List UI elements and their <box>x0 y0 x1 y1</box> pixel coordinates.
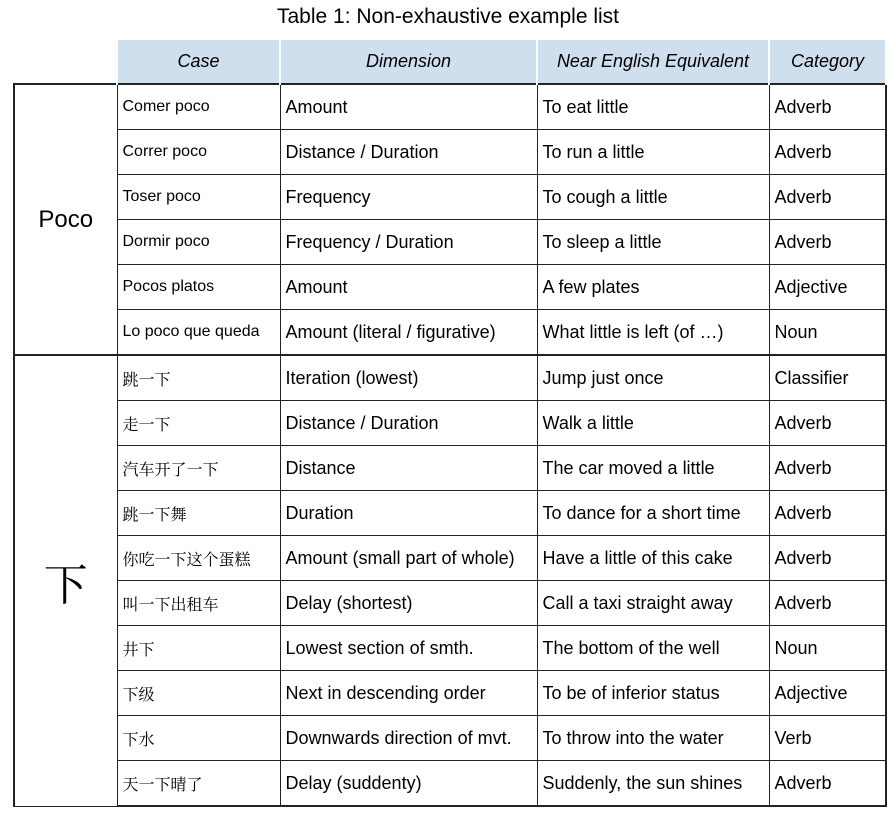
table-row <box>14 446 886 491</box>
english-cell: To cough a little <box>537 175 769 220</box>
category-cell: Adverb <box>769 536 886 581</box>
header-blank <box>14 40 117 84</box>
category-cell: Noun <box>769 310 886 356</box>
category-cell: Adjective <box>769 671 886 716</box>
case-cell: Lo poco que queda <box>117 310 280 356</box>
category-cell: Adverb <box>769 491 886 536</box>
category-cell: Adverb <box>769 175 886 220</box>
dimension-cell: Frequency <box>280 175 537 220</box>
english-cell: To dance for a short time <box>537 491 769 536</box>
table-row <box>14 716 886 761</box>
english-cell: To eat little <box>537 84 769 130</box>
dimension-cell: Downwards direction of mvt. <box>280 716 537 761</box>
case-cell: Toser poco <box>117 175 280 220</box>
category-cell: Classifier <box>769 355 886 401</box>
case-cell: 天一下晴了 <box>117 761 280 807</box>
category-cell: Adverb <box>769 84 886 130</box>
english-cell: To throw into the water <box>537 716 769 761</box>
dimension-cell: Frequency / Duration <box>280 220 537 265</box>
english-cell: The car moved a little <box>537 446 769 491</box>
table-row <box>14 220 886 265</box>
case-cell: 下级 <box>117 671 280 716</box>
english-cell: Call a taxi straight away <box>537 581 769 626</box>
category-cell: Noun <box>769 626 886 671</box>
header-row <box>14 40 886 84</box>
dimension-cell: Iteration (lowest) <box>280 355 537 401</box>
case-cell: Pocos platos <box>117 265 280 310</box>
case-cell: 汽车开了一下 <box>117 446 280 491</box>
table-row <box>14 265 886 310</box>
example-table <box>13 40 887 807</box>
category-cell: Adverb <box>769 220 886 265</box>
case-cell: 跳一下 <box>117 355 280 401</box>
dimension-cell: Distance / Duration <box>280 130 537 175</box>
dimension-cell: Distance <box>280 446 537 491</box>
english-cell: To sleep a little <box>537 220 769 265</box>
group-label: 下 <box>14 355 117 806</box>
dimension-cell: Duration <box>280 491 537 536</box>
case-cell: 下水 <box>117 716 280 761</box>
category-cell: Verb <box>769 716 886 761</box>
table-row <box>14 175 886 220</box>
case-cell: Correr poco <box>117 130 280 175</box>
table-row <box>14 491 886 536</box>
category-cell: Adverb <box>769 446 886 491</box>
category-cell: Adverb <box>769 581 886 626</box>
table-row <box>14 310 886 356</box>
table-row <box>14 401 886 446</box>
case-cell: 叫一下出租车 <box>117 581 280 626</box>
dimension-cell: Amount <box>280 265 537 310</box>
dimension-cell: Amount (small part of whole) <box>280 536 537 581</box>
case-cell: Comer poco <box>117 84 280 130</box>
case-cell: 井下 <box>117 626 280 671</box>
header-english: Near English Equivalent <box>537 40 769 84</box>
table-body <box>14 84 886 806</box>
case-cell: 你吃一下这个蛋糕 <box>117 536 280 581</box>
case-cell: Dormir poco <box>117 220 280 265</box>
table-row <box>14 761 886 807</box>
english-cell: The bottom of the well <box>537 626 769 671</box>
english-cell: To run a little <box>537 130 769 175</box>
dimension-cell: Delay (shortest) <box>280 581 537 626</box>
table-row <box>14 626 886 671</box>
header-case: Case <box>117 40 280 84</box>
table-row <box>14 536 886 581</box>
header-dimension: Dimension <box>280 40 537 84</box>
english-cell: Suddenly, the sun shines <box>537 761 769 807</box>
table-row <box>14 84 886 130</box>
english-cell: A few plates <box>537 265 769 310</box>
table-row <box>14 355 886 401</box>
english-cell: Jump just once <box>537 355 769 401</box>
dimension-cell: Amount (literal / figurative) <box>280 310 537 356</box>
header-category: Category <box>769 40 886 84</box>
dimension-cell: Next in descending order <box>280 671 537 716</box>
english-cell: What little is left (of …) <box>537 310 769 356</box>
table-row <box>14 671 886 716</box>
table-caption: Table 1: Non-exhaustive example list <box>276 5 619 28</box>
dimension-cell: Delay (suddenty) <box>280 761 537 807</box>
case-cell: 走一下 <box>117 401 280 446</box>
dimension-cell: Amount <box>280 84 537 130</box>
case-cell: 跳一下舞 <box>117 491 280 536</box>
table-row <box>14 581 886 626</box>
category-cell: Adverb <box>769 130 886 175</box>
english-cell: Have a little of this cake <box>537 536 769 581</box>
category-cell: Adverb <box>769 401 886 446</box>
dimension-cell: Lowest section of smth. <box>280 626 537 671</box>
english-cell: Walk a little <box>537 401 769 446</box>
table-row <box>14 130 886 175</box>
english-cell: To be of inferior status <box>537 671 769 716</box>
category-cell: Adverb <box>769 761 886 807</box>
category-cell: Adjective <box>769 265 886 310</box>
group-label: Poco <box>14 84 117 355</box>
dimension-cell: Distance / Duration <box>280 401 537 446</box>
